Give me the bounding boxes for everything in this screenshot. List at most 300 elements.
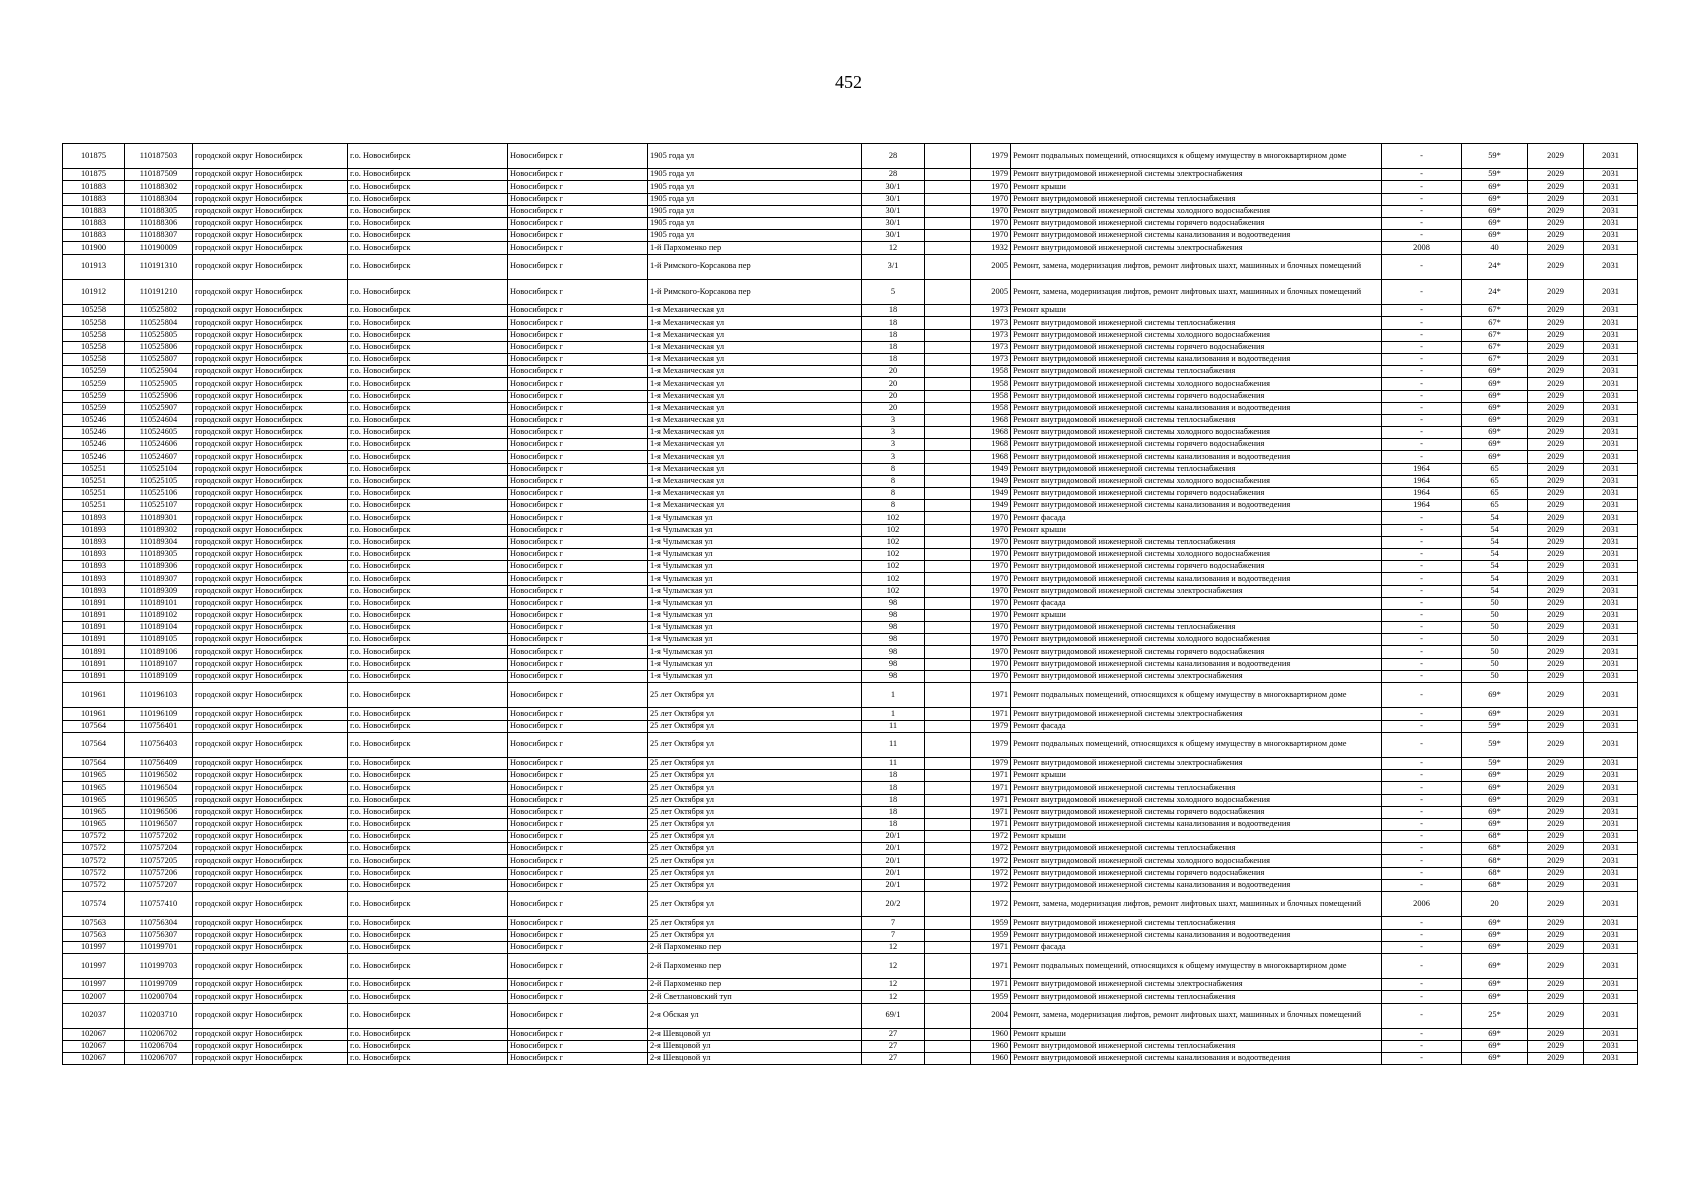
cell-plan-start-year: 2029: [1528, 609, 1584, 621]
cell-work-type: Ремонт внутридомовой инженерной системы горячего водоснабжения: [1011, 806, 1382, 818]
cell-municipality: городской округ Новосибирск: [193, 1003, 348, 1028]
cell-house-id: 101891: [63, 597, 125, 609]
cell-plan-start-year: 2029: [1528, 169, 1584, 181]
cell-work-id: 110206707: [125, 1053, 193, 1065]
cell-house-id: 107572: [63, 855, 125, 867]
cell-settlement: Новосибирск г: [508, 683, 648, 708]
cell-building: [925, 144, 971, 169]
cell-municipal-district: г.о. Новосибирск: [348, 622, 508, 634]
table-row: [63, 463, 1638, 475]
table-row: [63, 658, 1638, 670]
cell-municipal-district: г.о. Новосибирск: [348, 378, 508, 390]
cell-municipality: городской округ Новосибирск: [193, 991, 348, 1003]
cell-house-id: 105251: [63, 488, 125, 500]
cell-work-type: Ремонт внутридомовой инженерной системы теплоснабжения: [1011, 193, 1382, 205]
cell-plan-start-year: 2029: [1528, 317, 1584, 329]
cell-municipal-district: г.о. Новосибирск: [348, 892, 508, 917]
cell-municipal-district: г.о. Новосибирск: [348, 979, 508, 991]
cell-settlement: Новосибирск г: [508, 622, 648, 634]
cell-building: [925, 536, 971, 548]
cell-wear-percent: 50: [1462, 609, 1528, 621]
cell-wear-percent: 67*: [1462, 317, 1528, 329]
cell-plan-end-year: 2031: [1584, 757, 1638, 769]
table-row: [63, 1028, 1638, 1040]
cell-settlement: Новосибирск г: [508, 1041, 648, 1053]
cell-year-built: 1971: [971, 953, 1011, 978]
repair-schedule-table: [62, 143, 1638, 1065]
cell-municipal-district: г.о. Новосибирск: [348, 536, 508, 548]
cell-year-built: 1970: [971, 573, 1011, 585]
cell-last-repair-year: -: [1382, 782, 1462, 794]
cell-work-id: 110199703: [125, 953, 193, 978]
cell-house-number: 18: [862, 353, 925, 365]
cell-work-id: 110189304: [125, 536, 193, 548]
cell-last-repair-year: -: [1382, 670, 1462, 682]
cell-wear-percent: 50: [1462, 658, 1528, 670]
cell-work-type: Ремонт внутридомовой инженерной системы канализования и водоотведения: [1011, 658, 1382, 670]
cell-house-id: 101912: [63, 279, 125, 304]
cell-work-id: 110757204: [125, 843, 193, 855]
cell-house-number: 102: [862, 548, 925, 560]
cell-house-id: 101893: [63, 573, 125, 585]
cell-plan-start-year: 2029: [1528, 366, 1584, 378]
cell-house-number: 102: [862, 585, 925, 597]
cell-plan-end-year: 2031: [1584, 548, 1638, 560]
cell-house-id: 101893: [63, 561, 125, 573]
cell-year-built: 1973: [971, 353, 1011, 365]
cell-plan-end-year: 2031: [1584, 953, 1638, 978]
cell-municipal-district: г.о. Новосибирск: [348, 317, 508, 329]
cell-plan-start-year: 2029: [1528, 512, 1584, 524]
table-row: [63, 573, 1638, 585]
cell-year-built: 1959: [971, 917, 1011, 929]
cell-settlement: Новосибирск г: [508, 205, 648, 217]
cell-plan-start-year: 2029: [1528, 144, 1584, 169]
table-row: [63, 414, 1638, 426]
cell-year-built: 1958: [971, 390, 1011, 402]
cell-municipal-district: г.о. Новосибирск: [348, 879, 508, 891]
cell-municipal-district: г.о. Новосибирск: [348, 597, 508, 609]
cell-house-id: 101883: [63, 193, 125, 205]
cell-settlement: Новосибирск г: [508, 782, 648, 794]
cell-municipality: городской округ Новосибирск: [193, 979, 348, 991]
cell-house-id: 101891: [63, 622, 125, 634]
cell-building: [925, 573, 971, 585]
cell-work-id: 110524607: [125, 451, 193, 463]
cell-plan-start-year: 2029: [1528, 205, 1584, 217]
cell-municipality: городской округ Новосибирск: [193, 378, 348, 390]
cell-work-type: Ремонт подвальных помещений, относящихся к общему имуществу в многоквартирном доме: [1011, 144, 1382, 169]
cell-street: 1-я Механическая ул: [648, 378, 862, 390]
cell-street: 1905 года ул: [648, 144, 862, 169]
cell-plan-start-year: 2029: [1528, 242, 1584, 254]
cell-last-repair-year: -: [1382, 597, 1462, 609]
cell-house-id: 107572: [63, 879, 125, 891]
cell-street: 1-й Римского-Корсакова пер: [648, 254, 862, 279]
cell-house-number: 18: [862, 806, 925, 818]
cell-settlement: Новосибирск г: [508, 708, 648, 720]
cell-house-number: 28: [862, 169, 925, 181]
cell-house-id: 102067: [63, 1053, 125, 1065]
cell-wear-percent: 69*: [1462, 218, 1528, 230]
table-row: [63, 831, 1638, 843]
cell-plan-start-year: 2029: [1528, 929, 1584, 941]
cell-year-built: 1972: [971, 879, 1011, 891]
cell-building: [925, 353, 971, 365]
cell-house-id: 101891: [63, 658, 125, 670]
cell-wear-percent: 69*: [1462, 366, 1528, 378]
cell-building: [925, 512, 971, 524]
cell-wear-percent: 69*: [1462, 439, 1528, 451]
cell-plan-end-year: 2031: [1584, 305, 1638, 317]
cell-plan-start-year: 2029: [1528, 867, 1584, 879]
cell-plan-start-year: 2029: [1528, 451, 1584, 463]
cell-work-id: 110524606: [125, 439, 193, 451]
table-row: [63, 843, 1638, 855]
cell-wear-percent: 69*: [1462, 683, 1528, 708]
cell-wear-percent: 67*: [1462, 329, 1528, 341]
cell-municipality: городской округ Новосибирск: [193, 536, 348, 548]
cell-building: [925, 463, 971, 475]
cell-municipality: городской округ Новосибирск: [193, 169, 348, 181]
cell-last-repair-year: -: [1382, 378, 1462, 390]
cell-house-number: 30/1: [862, 230, 925, 242]
cell-plan-start-year: 2029: [1528, 843, 1584, 855]
cell-plan-end-year: 2031: [1584, 646, 1638, 658]
cell-year-built: 1968: [971, 427, 1011, 439]
cell-last-repair-year: -: [1382, 732, 1462, 757]
cell-house-id: 101893: [63, 548, 125, 560]
cell-municipality: городской округ Новосибирск: [193, 329, 348, 341]
cell-house-id: 101893: [63, 512, 125, 524]
cell-wear-percent: 67*: [1462, 305, 1528, 317]
cell-settlement: Новосибирск г: [508, 720, 648, 732]
cell-year-built: 1970: [971, 561, 1011, 573]
cell-building: [925, 929, 971, 941]
cell-settlement: Новосибирск г: [508, 561, 648, 573]
cell-municipality: городской округ Новосибирск: [193, 670, 348, 682]
cell-wear-percent: 69*: [1462, 991, 1528, 1003]
cell-plan-start-year: 2029: [1528, 561, 1584, 573]
cell-work-id: 110191310: [125, 254, 193, 279]
cell-year-built: 1949: [971, 475, 1011, 487]
cell-house-number: 30/1: [862, 205, 925, 217]
cell-street: 1-я Чулымская ул: [648, 561, 862, 573]
cell-plan-start-year: 2029: [1528, 732, 1584, 757]
cell-wear-percent: 59*: [1462, 757, 1528, 769]
cell-work-type: Ремонт внутридомовой инженерной системы теплоснабжения: [1011, 622, 1382, 634]
cell-plan-start-year: 2029: [1528, 670, 1584, 682]
cell-municipal-district: г.о. Новосибирск: [348, 1041, 508, 1053]
cell-plan-end-year: 2031: [1584, 720, 1638, 732]
cell-house-number: 3/1: [862, 254, 925, 279]
cell-building: [925, 1041, 971, 1053]
cell-last-repair-year: 1964: [1382, 475, 1462, 487]
table-row: [63, 366, 1638, 378]
cell-last-repair-year: -: [1382, 193, 1462, 205]
cell-last-repair-year: -: [1382, 561, 1462, 573]
cell-settlement: Новосибирск г: [508, 991, 648, 1003]
cell-work-type: Ремонт внутридомовой инженерной системы горячего водоснабжения: [1011, 646, 1382, 658]
cell-plan-end-year: 2031: [1584, 1041, 1638, 1053]
cell-street: 2-й Пархоменко пер: [648, 941, 862, 953]
cell-year-built: 1970: [971, 646, 1011, 658]
cell-wear-percent: 69*: [1462, 708, 1528, 720]
cell-building: [925, 427, 971, 439]
cell-building: [925, 1053, 971, 1065]
table-row: [63, 683, 1638, 708]
cell-municipal-district: г.о. Новосибирск: [348, 193, 508, 205]
cell-house-id: 105259: [63, 366, 125, 378]
cell-work-id: 110525806: [125, 341, 193, 353]
cell-municipality: городской округ Новосибирск: [193, 708, 348, 720]
cell-wear-percent: 54: [1462, 585, 1528, 597]
cell-building: [925, 867, 971, 879]
cell-plan-end-year: 2031: [1584, 843, 1638, 855]
cell-municipality: городской округ Новосибирск: [193, 658, 348, 670]
cell-house-number: 30/1: [862, 218, 925, 230]
cell-work-type: Ремонт внутридомовой инженерной системы теплоснабжения: [1011, 843, 1382, 855]
cell-work-type: Ремонт внутридомовой инженерной системы теплоснабжения: [1011, 366, 1382, 378]
table-row: [63, 1053, 1638, 1065]
cell-municipality: городской округ Новосибирск: [193, 500, 348, 512]
cell-year-built: 1979: [971, 169, 1011, 181]
cell-house-number: 20/1: [862, 867, 925, 879]
cell-municipality: городской округ Новосибирск: [193, 794, 348, 806]
cell-wear-percent: 54: [1462, 536, 1528, 548]
cell-municipal-district: г.о. Новосибирск: [348, 646, 508, 658]
cell-house-number: 12: [862, 953, 925, 978]
cell-work-id: 110188305: [125, 205, 193, 217]
cell-work-type: Ремонт внутридомовой инженерной системы холодного водоснабжения: [1011, 378, 1382, 390]
cell-year-built: 1970: [971, 658, 1011, 670]
cell-street: 25 лет Октября ул: [648, 867, 862, 879]
cell-plan-start-year: 2029: [1528, 917, 1584, 929]
cell-plan-end-year: 2031: [1584, 708, 1638, 720]
cell-municipality: городской округ Новосибирск: [193, 390, 348, 402]
table-row: [63, 561, 1638, 573]
cell-last-repair-year: -: [1382, 646, 1462, 658]
cell-municipal-district: г.о. Новосибирск: [348, 855, 508, 867]
cell-year-built: 1971: [971, 770, 1011, 782]
cell-plan-end-year: 2031: [1584, 218, 1638, 230]
cell-year-built: 1971: [971, 941, 1011, 953]
table-row: [63, 720, 1638, 732]
table-row: [63, 475, 1638, 487]
cell-house-id: 101961: [63, 683, 125, 708]
cell-plan-end-year: 2031: [1584, 144, 1638, 169]
cell-year-built: 1958: [971, 366, 1011, 378]
cell-work-id: 110525106: [125, 488, 193, 500]
cell-municipality: городской округ Новосибирск: [193, 929, 348, 941]
cell-municipal-district: г.о. Новосибирск: [348, 451, 508, 463]
cell-last-repair-year: -: [1382, 305, 1462, 317]
cell-municipality: городской округ Новосибирск: [193, 855, 348, 867]
cell-plan-start-year: 2029: [1528, 1053, 1584, 1065]
cell-municipal-district: г.о. Новосибирск: [348, 794, 508, 806]
cell-street: 2-я Шевцовой ул: [648, 1041, 862, 1053]
cell-plan-end-year: 2031: [1584, 242, 1638, 254]
cell-house-number: 102: [862, 536, 925, 548]
cell-plan-end-year: 2031: [1584, 475, 1638, 487]
cell-work-id: 110757206: [125, 867, 193, 879]
cell-year-built: 1970: [971, 193, 1011, 205]
cell-settlement: Новосибирск г: [508, 831, 648, 843]
cell-building: [925, 855, 971, 867]
table-row: [63, 732, 1638, 757]
cell-street: 1-я Чулымская ул: [648, 646, 862, 658]
cell-street: 2-й Пархоменко пер: [648, 979, 862, 991]
cell-work-type: Ремонт внутридомовой инженерной системы теплоснабжения: [1011, 991, 1382, 1003]
cell-street: 25 лет Октября ул: [648, 683, 862, 708]
cell-year-built: 1971: [971, 979, 1011, 991]
cell-house-id: 101893: [63, 585, 125, 597]
cell-plan-end-year: 2031: [1584, 561, 1638, 573]
cell-house-id: 101883: [63, 181, 125, 193]
cell-municipality: городской округ Новосибирск: [193, 279, 348, 304]
cell-plan-end-year: 2031: [1584, 341, 1638, 353]
cell-building: [925, 917, 971, 929]
cell-settlement: Новосибирск г: [508, 770, 648, 782]
cell-settlement: Новосибирск г: [508, 402, 648, 414]
cell-street: 1-я Механическая ул: [648, 305, 862, 317]
table-row: [63, 597, 1638, 609]
cell-house-number: 20: [862, 366, 925, 378]
cell-municipality: городской округ Новосибирск: [193, 953, 348, 978]
cell-wear-percent: 20: [1462, 892, 1528, 917]
cell-municipality: городской округ Новосибирск: [193, 732, 348, 757]
cell-work-type: Ремонт внутридомовой инженерной системы канализования и водоотведения: [1011, 451, 1382, 463]
cell-work-id: 110525805: [125, 329, 193, 341]
cell-house-id: 105251: [63, 475, 125, 487]
cell-wear-percent: 24*: [1462, 279, 1528, 304]
cell-street: 1905 года ул: [648, 181, 862, 193]
cell-municipality: городской округ Новосибирск: [193, 402, 348, 414]
cell-work-type: Ремонт внутридомовой инженерной системы канализования и водоотведения: [1011, 929, 1382, 941]
cell-building: [925, 341, 971, 353]
cell-plan-end-year: 2031: [1584, 979, 1638, 991]
cell-year-built: 1970: [971, 548, 1011, 560]
cell-last-repair-year: -: [1382, 979, 1462, 991]
cell-last-repair-year: -: [1382, 708, 1462, 720]
table-row: [63, 341, 1638, 353]
cell-work-id: 110525904: [125, 366, 193, 378]
cell-last-repair-year: -: [1382, 317, 1462, 329]
cell-wear-percent: 65: [1462, 500, 1528, 512]
cell-municipal-district: г.о. Новосибирск: [348, 708, 508, 720]
cell-year-built: 1958: [971, 378, 1011, 390]
cell-wear-percent: 69*: [1462, 1041, 1528, 1053]
cell-house-id: 101965: [63, 782, 125, 794]
cell-building: [925, 317, 971, 329]
cell-plan-start-year: 2029: [1528, 341, 1584, 353]
cell-work-id: 110196504: [125, 782, 193, 794]
cell-street: 1-я Механическая ул: [648, 329, 862, 341]
cell-work-type: Ремонт внутридомовой инженерной системы горячего водоснабжения: [1011, 561, 1382, 573]
cell-municipal-district: г.о. Новосибирск: [348, 929, 508, 941]
cell-work-type: Ремонт внутридомовой инженерной системы теплоснабжения: [1011, 536, 1382, 548]
cell-house-id: 107563: [63, 929, 125, 941]
cell-wear-percent: 69*: [1462, 414, 1528, 426]
cell-street: 1-я Чулымская ул: [648, 512, 862, 524]
table-row: [63, 524, 1638, 536]
cell-settlement: Новосибирск г: [508, 892, 648, 917]
cell-settlement: Новосибирск г: [508, 879, 648, 891]
cell-building: [925, 378, 971, 390]
cell-plan-start-year: 2029: [1528, 831, 1584, 843]
cell-house-number: 18: [862, 305, 925, 317]
cell-work-id: 110188302: [125, 181, 193, 193]
cell-building: [925, 193, 971, 205]
cell-work-id: 110196109: [125, 708, 193, 720]
cell-street: 1-я Чулымская ул: [648, 536, 862, 548]
cell-work-type: Ремонт внутридомовой инженерной системы холодного водоснабжения: [1011, 475, 1382, 487]
cell-last-repair-year: -: [1382, 169, 1462, 181]
cell-year-built: 1970: [971, 181, 1011, 193]
cell-plan-end-year: 2031: [1584, 439, 1638, 451]
cell-year-built: 1949: [971, 500, 1011, 512]
cell-year-built: 1971: [971, 806, 1011, 818]
cell-municipal-district: г.о. Новосибирск: [348, 818, 508, 830]
cell-municipality: городской округ Новосибирск: [193, 879, 348, 891]
cell-year-built: 1970: [971, 230, 1011, 242]
cell-plan-start-year: 2029: [1528, 892, 1584, 917]
cell-municipality: городской округ Новосибирск: [193, 917, 348, 929]
cell-house-id: 101891: [63, 634, 125, 646]
cell-last-repair-year: -: [1382, 218, 1462, 230]
table-row: [63, 451, 1638, 463]
cell-last-repair-year: -: [1382, 585, 1462, 597]
cell-municipal-district: г.о. Новосибирск: [348, 1003, 508, 1028]
cell-wear-percent: 65: [1462, 488, 1528, 500]
cell-wear-percent: 68*: [1462, 867, 1528, 879]
cell-municipal-district: г.о. Новосибирск: [348, 390, 508, 402]
cell-street: 1-я Механическая ул: [648, 366, 862, 378]
cell-plan-start-year: 2029: [1528, 855, 1584, 867]
cell-street: 1-я Чулымская ул: [648, 670, 862, 682]
table-row: [63, 439, 1638, 451]
cell-work-type: Ремонт внутридомовой инженерной системы электроснабжения: [1011, 757, 1382, 769]
cell-wear-percent: 54: [1462, 573, 1528, 585]
cell-work-id: 110196505: [125, 794, 193, 806]
cell-street: 1-я Механическая ул: [648, 475, 862, 487]
cell-work-type: Ремонт фасада: [1011, 941, 1382, 953]
cell-work-type: Ремонт внутридомовой инженерной системы теплоснабжения: [1011, 317, 1382, 329]
cell-settlement: Новосибирск г: [508, 378, 648, 390]
table-row: [63, 770, 1638, 782]
cell-house-number: 98: [862, 670, 925, 682]
cell-street: 2-я Шевцовой ул: [648, 1028, 862, 1040]
cell-work-id: 110199709: [125, 979, 193, 991]
cell-plan-start-year: 2029: [1528, 585, 1584, 597]
cell-municipality: городской округ Новосибирск: [193, 843, 348, 855]
cell-building: [925, 488, 971, 500]
cell-settlement: Новосибирск г: [508, 548, 648, 560]
cell-work-type: Ремонт внутридомовой инженерной системы канализования и водоотведения: [1011, 879, 1382, 891]
cell-plan-start-year: 2029: [1528, 770, 1584, 782]
cell-street: 25 лет Октября ул: [648, 818, 862, 830]
cell-house-number: 7: [862, 929, 925, 941]
cell-wear-percent: 69*: [1462, 193, 1528, 205]
cell-settlement: Новосибирск г: [508, 573, 648, 585]
cell-municipal-district: г.о. Новосибирск: [348, 488, 508, 500]
cell-street: 1-й Пархоменко пер: [648, 242, 862, 254]
cell-settlement: Новосибирск г: [508, 917, 648, 929]
cell-street: 1-я Механическая ул: [648, 427, 862, 439]
cell-house-id: 101997: [63, 953, 125, 978]
table-row: [63, 329, 1638, 341]
cell-work-type: Ремонт внутридомовой инженерной системы теплоснабжения: [1011, 463, 1382, 475]
